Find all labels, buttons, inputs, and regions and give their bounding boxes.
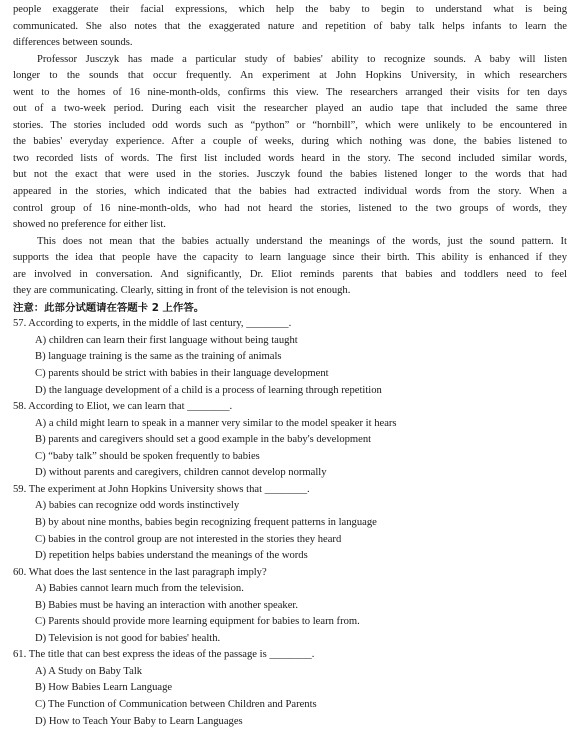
paragraph-3 xyxy=(13,234,567,300)
option-b: B) Babies must be having an interaction with another speaker. xyxy=(35,599,299,611)
question-stem: 57. According to experts, in the middle of last century, ________. xyxy=(13,318,292,330)
option-d: D) Television is not good for babies' health. xyxy=(35,632,221,644)
text-line: communicated. She also notes that the exaggerated nature and repetition of baby talk helps infants to learn the xyxy=(13,20,567,32)
option-c: C) babies in the control group are not interested in the stories they heard xyxy=(35,533,342,545)
question-60 xyxy=(13,565,567,648)
option-d: D) repetition helps babies understand the meanings of the words xyxy=(35,550,308,562)
answer-sheet-note: 注意：此部分试题请在答题卡 2 上作答。 xyxy=(13,301,205,314)
text-line: stories. The stories included odd words such as “python” or “hornbill”, which were unlikely to be encountered in xyxy=(13,119,567,131)
question-stem: 60. What does the last sentence in the last paragraph imply? xyxy=(13,566,267,578)
option-c: C) Parents should provide more learning equipment for babies to learn from. xyxy=(35,616,360,628)
question-stem: 59. The experiment at John Hopkins University shows that ________. xyxy=(13,483,310,495)
text-line: people exaggerate their facial expressions, which help the baby to begin to understand what is being xyxy=(13,4,567,15)
option-c: C) The Function of Communication between Children and Parents xyxy=(35,698,317,710)
text-line: went to the homes of 16 nine-month-olds, confirms this view. The researchers arranged their visits for ten days xyxy=(13,86,567,98)
option-c: C) parents should be strict with babies in their language development xyxy=(35,368,329,380)
text-line: longer to the sounds that occur frequently. An experiment at John Hopkins University, in which researchers xyxy=(13,70,567,82)
option-b: B) language training is the same as the training of animals xyxy=(35,351,282,363)
question-57 xyxy=(13,316,567,399)
question-61 xyxy=(13,647,567,730)
option-b: B) parents and caregivers should set a good example in the baby's development xyxy=(35,434,372,446)
text-line: are involved in conversation. And significantly, Dr. Eliot reminds parents that babies and toddlers need to feel xyxy=(13,268,567,280)
question-58 xyxy=(13,399,567,482)
option-b: B) How Babies Learn Language xyxy=(35,682,173,694)
paragraph-2 xyxy=(13,52,567,234)
option-a: A) a child might learn to speak in a manner very similar to the model speaker it hears xyxy=(35,417,397,429)
option-a: A) children can learn their first language without being taught xyxy=(35,334,298,346)
text-line: two recorded lists of words. The first list included words heard in the story. The second included similar words, xyxy=(13,152,567,164)
text-line: showed no preference for either list. xyxy=(13,219,166,231)
text-line: Professor Jusczyk has made a particular study of babies' ability to recognize sounds. A baby will listen xyxy=(37,53,567,65)
text-line: This does not mean that the babies actually understand the meanings of the words, just the sound pattern. It xyxy=(37,235,567,247)
text-line: they are communicating. Clearly, sitting in front of the television is not enough. xyxy=(13,285,351,297)
text-line: the babies' everyday experience. After a couple of weeks, during which nothing was done, the babies listened to xyxy=(13,136,567,148)
text-line: appeared in the stories, which indicated that the babies had extracted individual words from the story. When a xyxy=(13,186,567,198)
text-line: out of a two-week period. During each visit the researcher played an audio tape that included the same three xyxy=(13,103,567,115)
question-stem: 58. According to Eliot, we can learn that ________. xyxy=(13,401,233,413)
option-d: D) the language development of a child is a process of learning through repetition xyxy=(35,384,382,396)
option-d: D) How to Teach Your Baby to Learn Languages xyxy=(35,715,243,727)
text-line: differences between sounds. xyxy=(13,37,133,49)
text-line: supports the idea that people have the capacity to learn language since their birth. This ability is enhanced if they xyxy=(13,252,567,264)
option-a: A) babies can recognize odd words instinctively xyxy=(35,500,240,512)
text-line: control group of 16 nine-month-olds, who had not heard the stories, listened to the two groups of words, they xyxy=(13,202,567,214)
question-stem: 61. The title that can best express the ideas of the passage is ________. xyxy=(13,649,315,661)
option-b: B) by about nine months, babies begin recognizing frequent patterns in language xyxy=(35,516,377,528)
option-d: D) without parents and caregivers, children cannot develop normally xyxy=(35,467,327,479)
paragraph-1 xyxy=(13,2,567,52)
question-59 xyxy=(13,482,567,565)
option-a: A) A Study on Baby Talk xyxy=(35,665,143,677)
text-line: but not the exact that were used in the stories. Jusczyk found the babies listened longer to the words that had xyxy=(13,169,567,181)
option-c: C) “baby talk” should be spoken frequently to babies xyxy=(35,450,260,462)
option-a: A) Babies cannot learn much from the television. xyxy=(35,583,244,595)
